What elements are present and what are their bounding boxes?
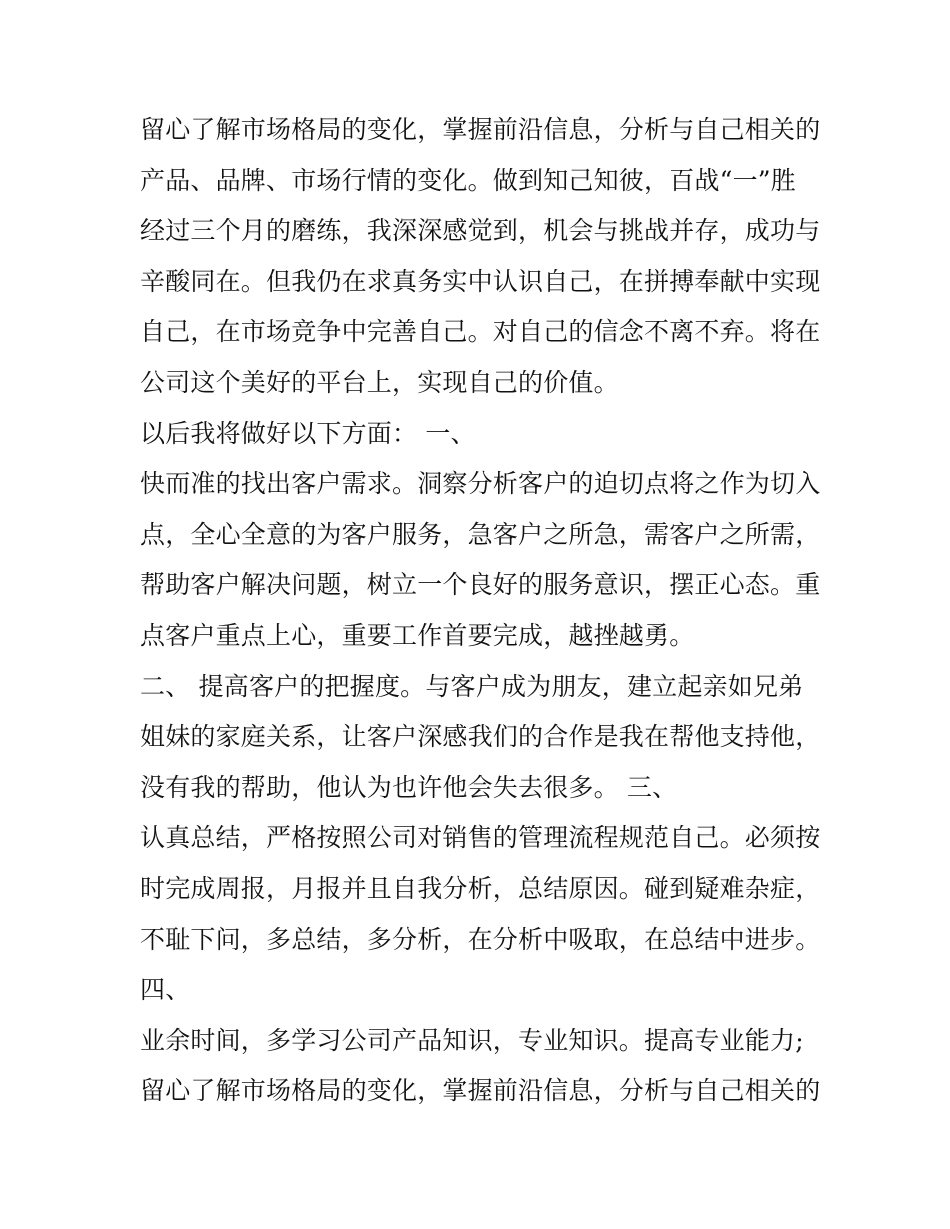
text-line: 不耻下问，多总结，多分析，在分析中吸取，在总结中进步。 (140, 924, 821, 954)
text-line: 自己，在市场竞争中完善自己。对自己的信念不离不弃。将在 (140, 317, 821, 347)
text-line: 时完成周报，月报并且自我分析，总结原因。碰到疑难杂症， (140, 873, 821, 903)
text-line: 二、 提高客户的把握度。与客户成为朋友，建立起亲如兄弟 (140, 671, 804, 701)
text-line: 帮助客户解决问题，树立一个良好的服务意识，摆正心态。重 (140, 570, 821, 600)
text-line: 快而准的找出客户需求。洞察分析客户的迫切点将之作为切入 (140, 469, 821, 499)
text-line: 点客户重点上心，重要工作首要完成，越挫越勇。 (140, 620, 695, 650)
text-line: 辛酸同在。但我仍在求真务实中认识自己，在拼搏奉献中实现 (140, 266, 821, 296)
text-line: 没有我的帮助，他认为也许他会失去很多。 三、 (140, 772, 678, 802)
text-line: 以后我将做好以下方面： 一、 (140, 418, 476, 448)
text-line: 认真总结，严格按照公司对销售的管理流程规范自己。必须按 (140, 823, 821, 853)
text-line: 留心了解市场格局的变化，掌握前沿信息，分析与自己相关的 (140, 115, 821, 144)
text-line: 留心了解市场格局的变化，掌握前沿信息，分析与自己相关的 (140, 1076, 821, 1106)
text-line: 经过三个月的磨练，我深深感觉到，机会与挑战并存，成功与 (140, 216, 821, 246)
text-line: 姐妹的家庭关系，让客户深感我们的合作是我在帮他支持他， (140, 722, 821, 752)
text-line: 四、 (140, 975, 191, 1005)
text-line: 业余时间，多学习公司产品知识，专业知识。提高专业能力; (140, 1025, 804, 1055)
text-line: 点，全心全意的为客户服务，急客户之所急，需客户之所需， (140, 519, 821, 549)
text-line: 产品、品牌、市场行情的变化。做到知己知彼，百战“一”胜 (140, 165, 796, 195)
document-body (140, 105, 830, 1117)
text-line: 公司这个美好的平台上，实现自己的价值。 (140, 367, 619, 397)
